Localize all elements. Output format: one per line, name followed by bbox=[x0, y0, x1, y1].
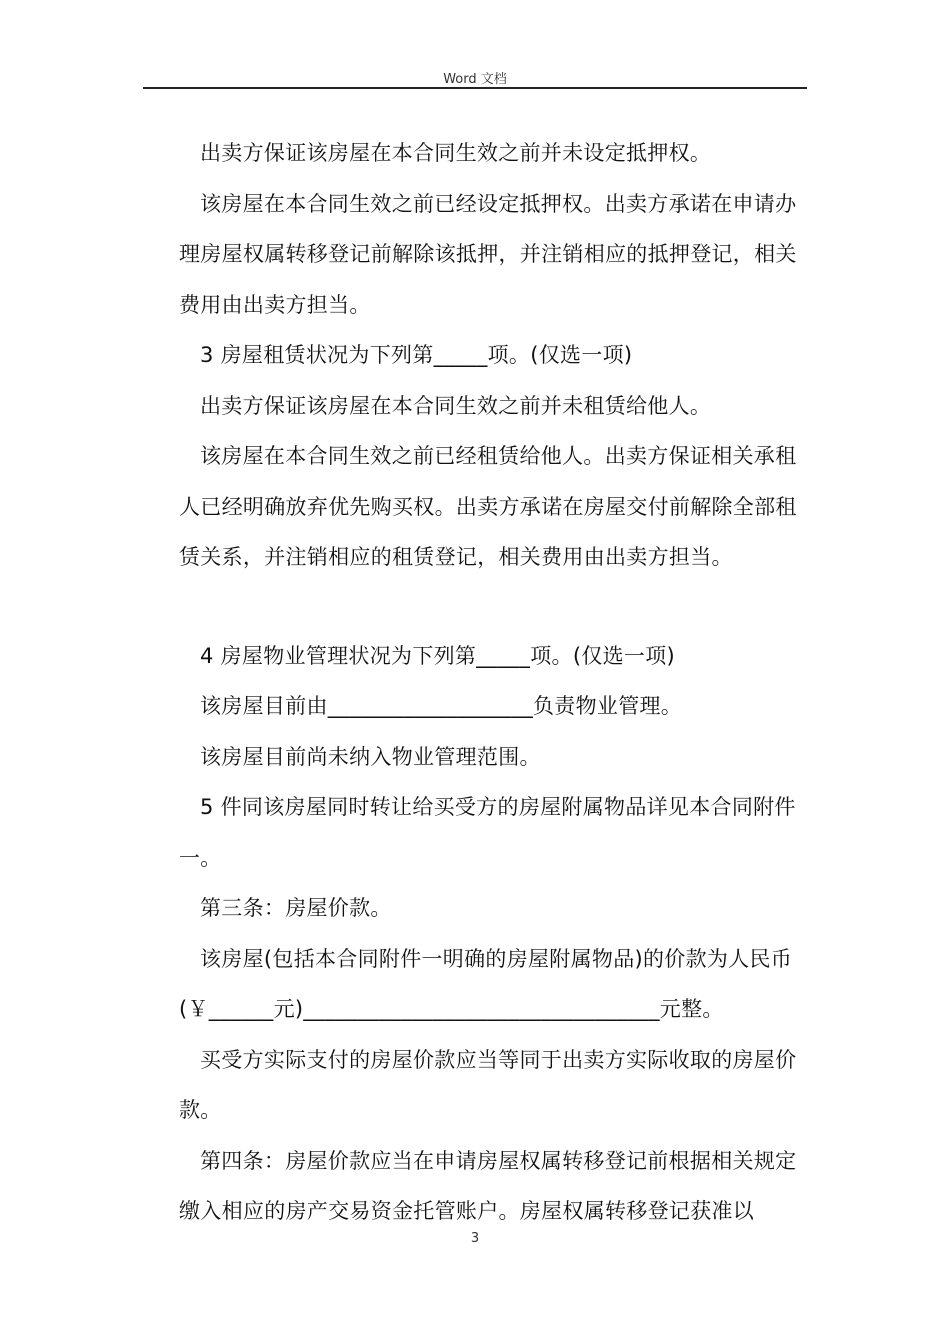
paragraph-property-management-by: 该房屋目前由___________________负责物业管理。 bbox=[200, 694, 683, 718]
paragraph-mortgage-existing: 该房屋在本合同生效之前已经设定抵押权。出卖方承诺在申请办理房屋权属转移登记前解除该抵押，并注销相应的抵押登记，相关费用由出卖方担当。 bbox=[179, 191, 797, 317]
document-body bbox=[179, 128, 809, 1237]
paragraph-attached-items: 5 件同该房屋同时转让给买受方的房屋附属物品详见本合同附件一。 bbox=[179, 795, 796, 870]
header-divider bbox=[143, 87, 807, 89]
paragraph-lease-status: 3 房屋租赁状况为下列第_____项。(仅选一项) bbox=[200, 343, 633, 367]
paragraph-house-price: 该房屋(包括本合同附件一明确的房屋附属物品)的价款为人民币(￥______元)_________________________________元整。 bbox=[179, 946, 793, 1021]
paragraph-price-equality: 买受方实际支付的房屋价款应当等同于出卖方实际收取的房屋价款。 bbox=[179, 1047, 797, 1122]
page-number: 3 bbox=[470, 1231, 480, 1246]
paragraph-article-three-title: 第三条：房屋价款。 bbox=[200, 896, 392, 920]
paragraph-mortgage-none: 出卖方保证该房屋在本合同生效之前并未设定抵押权。 bbox=[200, 141, 712, 165]
page-header: Word 文档 bbox=[443, 72, 507, 87]
paragraph-lease-existing: 该房屋在本合同生效之前已经租赁给他人。出卖方保证相关承租人已经明确放弃优先购买权。出卖方承诺在房屋交付前解除全部租赁关系，并注销相应的租赁登记，相关费用由出卖方担当。 bbox=[179, 444, 797, 569]
paragraph-article-four: 第四条：房屋价款应当在申请房屋权属转移登记前根据相关规定缴入相应的房产交易资金托管账户。房屋权属转移登记获准以 bbox=[179, 1148, 797, 1223]
paragraph-property-management-status: 4 房屋物业管理状况为下列第_____项。(仅选一项) bbox=[200, 643, 676, 668]
paragraph-lease-none: 出卖方保证该房屋在本合同生效之前并未租赁给他人。 bbox=[200, 393, 712, 418]
paragraph-property-management-none: 该房屋目前尚未纳入物业管理范围。 bbox=[200, 744, 541, 769]
